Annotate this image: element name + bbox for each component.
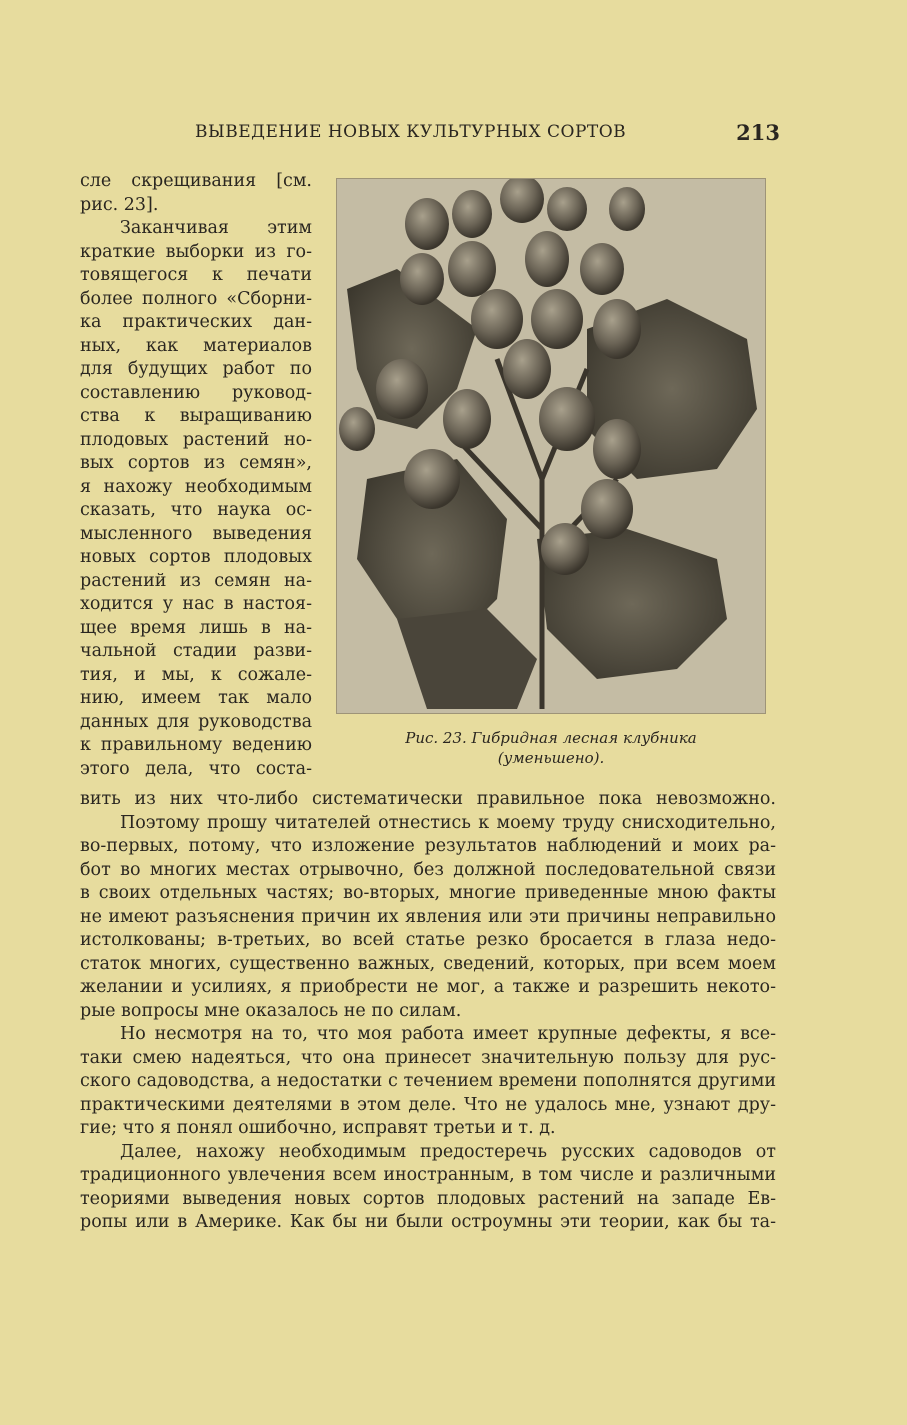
text-line: ходится у нас в настоя- bbox=[80, 594, 312, 614]
text-line: Далее, нахожу необходимым предостеречь русских садоводов от bbox=[120, 1141, 776, 1162]
running-title: ВЫВЕДЕНИЕ НОВЫХ КУЛЬТУРНЫХ СОРТОВ bbox=[195, 122, 627, 142]
text-line: традиционного увлечения всем иностранным, в том числе и различными bbox=[80, 1165, 776, 1185]
text-line: гие; что я понял ошибочно, исправят третьи и т. д. bbox=[80, 1118, 556, 1138]
text-line: этого дела, что соста- bbox=[80, 758, 312, 779]
text-line: в своих отдельных частях; во-вторых, многие приведенные мною факты bbox=[80, 883, 776, 903]
text-line: бот во многих местах отрывочно, без должной последовательной связи bbox=[80, 859, 776, 880]
text-line: растений из семян на- bbox=[80, 570, 312, 591]
text-line: Но несмотря на то, что моя работа имеет крупные дефекты, я все- bbox=[120, 1024, 776, 1044]
text-line: мысленного выведения bbox=[80, 523, 312, 544]
figure-caption-line1: Рис. 23. Гибридная лесная клубника bbox=[405, 729, 697, 747]
text-line: сле скрещивания [см. bbox=[80, 171, 312, 191]
text-line: плодовых растений но- bbox=[80, 429, 312, 450]
text-line: ных, как материалов bbox=[80, 335, 312, 356]
figure-caption-line2: (уменьшено). bbox=[497, 749, 605, 767]
text-line: вить из них что-либо систематически правильное пока невозможно. bbox=[80, 789, 776, 809]
text-line: таки смею надеяться, что она принесет значительную пользу для рус- bbox=[80, 1047, 776, 1068]
text-line: чальной стадии разви- bbox=[80, 641, 312, 661]
text-line: сказать, что наука ос- bbox=[80, 500, 312, 520]
text-line: ка практических дан- bbox=[80, 312, 312, 332]
full-width-text bbox=[80, 788, 776, 1235]
narrow-column-text bbox=[80, 170, 312, 781]
text-line: теориями выведения новых сортов плодовых растений на западе Ев- bbox=[80, 1188, 776, 1209]
text-line: более полного «Сборни- bbox=[80, 288, 312, 309]
strawberry-figure bbox=[336, 178, 766, 714]
text-line: во-первых, потому, что изложение результатов наблюдений и моих ра- bbox=[80, 836, 776, 856]
text-line: я нахожу необходимым bbox=[80, 476, 312, 497]
text-line: ства к выращиванию bbox=[80, 406, 312, 426]
text-line: Заканчивая этим bbox=[120, 218, 312, 238]
running-head bbox=[80, 122, 780, 148]
text-line: щее время лишь в на- bbox=[80, 617, 312, 638]
text-line: ропы или в Америке. Как бы ни были остроумны эти теории, как бы та- bbox=[80, 1212, 776, 1232]
text-line: статок многих, существенно важных, сведений, которых, при всем моем bbox=[80, 953, 776, 974]
text-line: ского садоводства, а недостатки с течением времени пополнятся другими bbox=[80, 1071, 776, 1091]
text-line: практическими деятелями в этом деле. Что не удалось мне, узнают дру- bbox=[80, 1094, 776, 1115]
text-line: новых сортов плодовых bbox=[80, 547, 312, 567]
text-line: истолкованы; в-третьих, во всей статье резко бросается в глаза недо- bbox=[80, 930, 776, 950]
text-line: рис. 23]. bbox=[80, 194, 159, 215]
text-line: нию, имеем так мало bbox=[80, 688, 312, 708]
text-line: к правильному ведению bbox=[80, 735, 312, 755]
text-line: краткие выборки из го- bbox=[80, 241, 312, 262]
text-line: рые вопросы мне оказалось не по силам. bbox=[80, 1000, 462, 1021]
text-line: товящегося к печати bbox=[80, 265, 312, 285]
text-line: для будущих работ по bbox=[80, 359, 312, 379]
text-line: вых сортов из семян», bbox=[80, 453, 312, 473]
text-line: желании и усилиях, я приобрести не мог, а также и разрешить некото- bbox=[80, 977, 776, 997]
text-line: Поэтому прошу читателей отнестись к моему труду снисходительно, bbox=[120, 812, 776, 833]
strawberry-illustration bbox=[337, 179, 765, 713]
text-line: тия, и мы, к сожале- bbox=[80, 664, 312, 685]
text-line: данных для руководства bbox=[80, 711, 312, 732]
text-line: не имеют разъяснения причин их явления или эти причины неправильно bbox=[80, 906, 776, 927]
page-number: 213 bbox=[736, 120, 780, 145]
text-line: составлению руковод- bbox=[80, 382, 312, 403]
